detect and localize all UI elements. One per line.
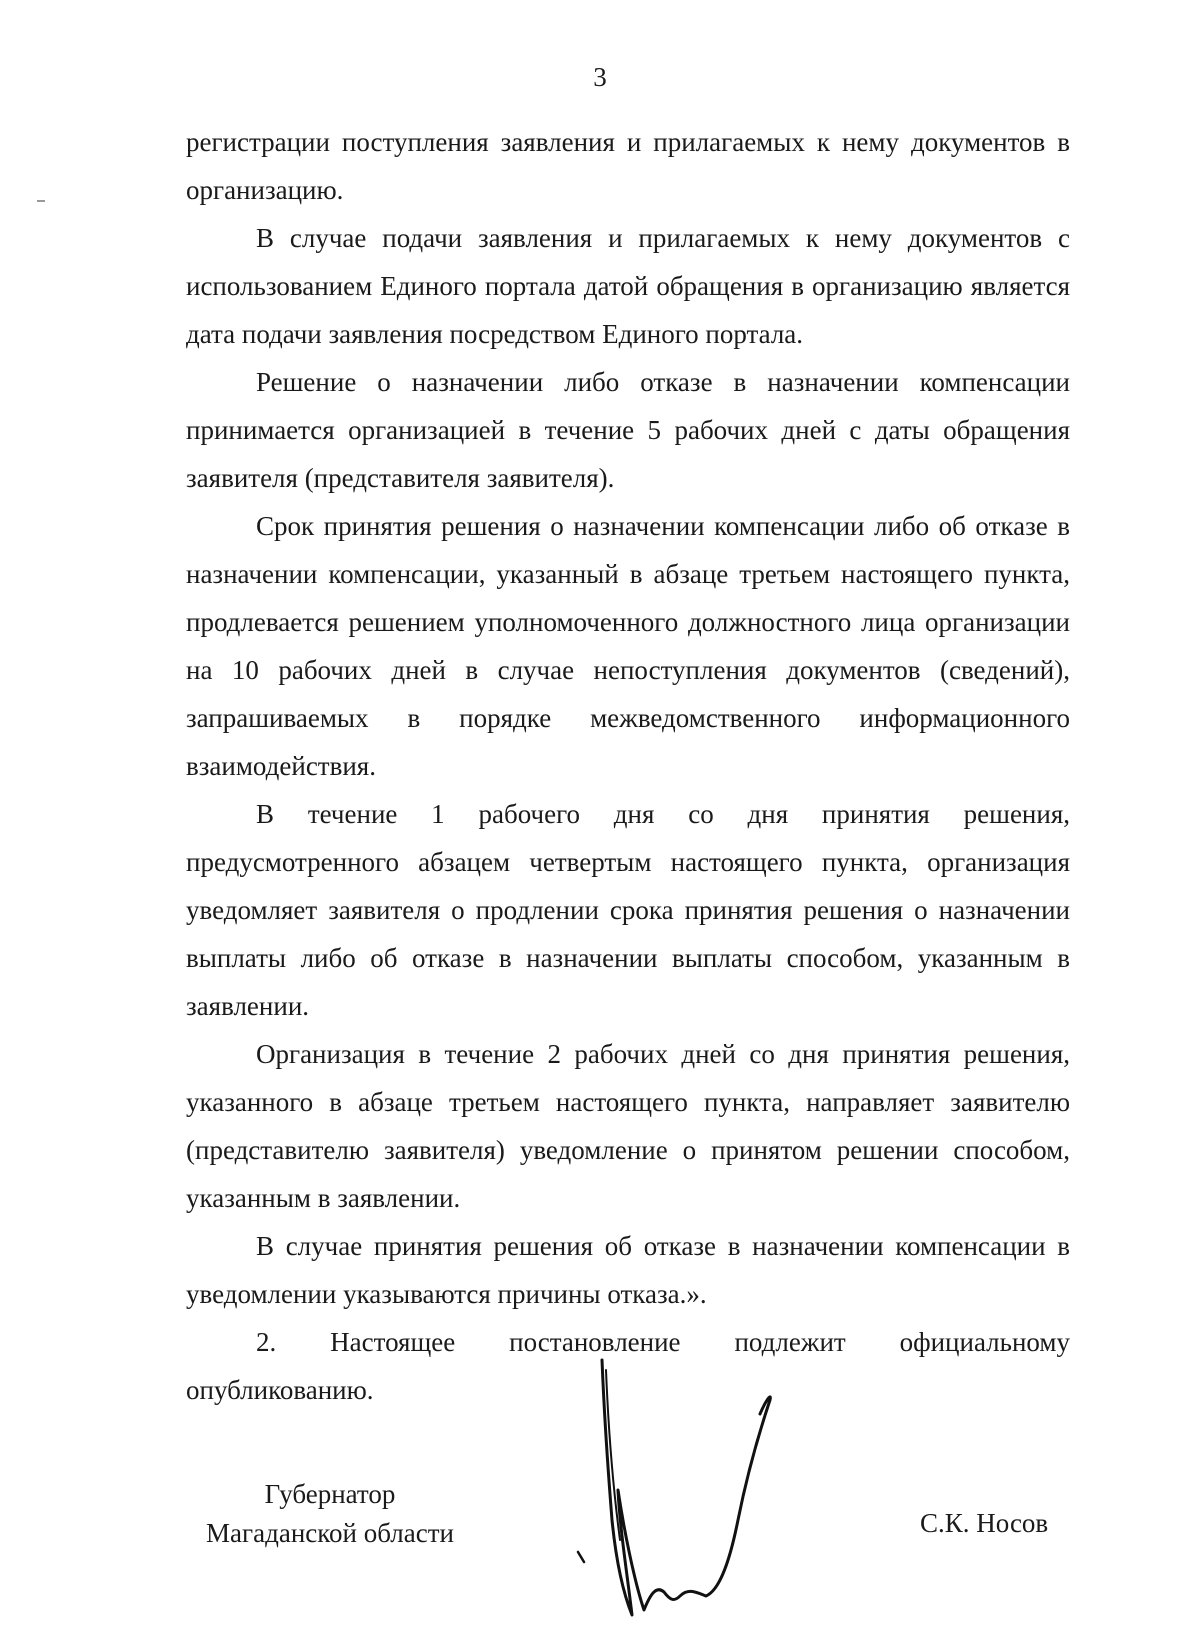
paragraph-8: 2. Настоящее постановление подлежит официальному опубликованию. — [186, 1327, 1070, 1405]
signatory-title — [190, 1475, 470, 1553]
paragraph-5: В течение 1 рабочего дня со дня принятия решения, предусмотренного абзацем четвертым настоящего пункта, организация уведомляет заявителя о продлении срока принятия решения о назначении выплаты либо об отказе в назначении выплаты способом, указанным в заявлении. — [186, 799, 1070, 1021]
paragraph-6: Организация в течение 2 рабочих дней со дня принятия решения, указанного в абзаце третьем настоящего пункта, направляет заявителю (представителю заявителя) уведомление о принятом решении способом, указанным в заявлении. — [186, 1039, 1070, 1213]
paragraph-2: В случае подачи заявления и прилагаемых к нему документов с использованием Единого портала датой обращения в организацию является дата подачи заявления посредством Единого портала. — [186, 223, 1070, 349]
paragraph-1: регистрации поступления заявления и прилагаемых к нему документов в организацию. — [186, 127, 1070, 205]
signatory-title-line2: Магаданской области — [206, 1518, 454, 1548]
handwritten-signature — [560, 1330, 820, 1630]
paragraph-7: В случае принятия решения об отказе в назначении компенсации в уведомлении указываются причины отказа.». — [186, 1231, 1070, 1309]
signatory-name: С.К. Носов — [920, 1508, 1049, 1538]
paragraph-3: Решение о назначении либо отказе в назначении компенсации принимается организацией в течение 5 рабочих дней с даты обращения заявителя (представителя заявителя). — [186, 367, 1070, 493]
page-number: 3 — [593, 62, 607, 92]
document-body — [186, 118, 1070, 1414]
margin-mark — [37, 200, 45, 202]
paragraph-4: Срок принятия решения о назначении компенсации либо об отказе в назначении компенсации, указанный в абзаце третьем настоящего пункта, продлевается решением уполномоченного должностного лица организации на 10 рабочих дней в случае непоступления документов (сведений), запрашиваемых в порядке межведомственного информационного взаимодействия. — [186, 511, 1070, 781]
signatory-title-line1: Губернатор — [264, 1479, 396, 1509]
